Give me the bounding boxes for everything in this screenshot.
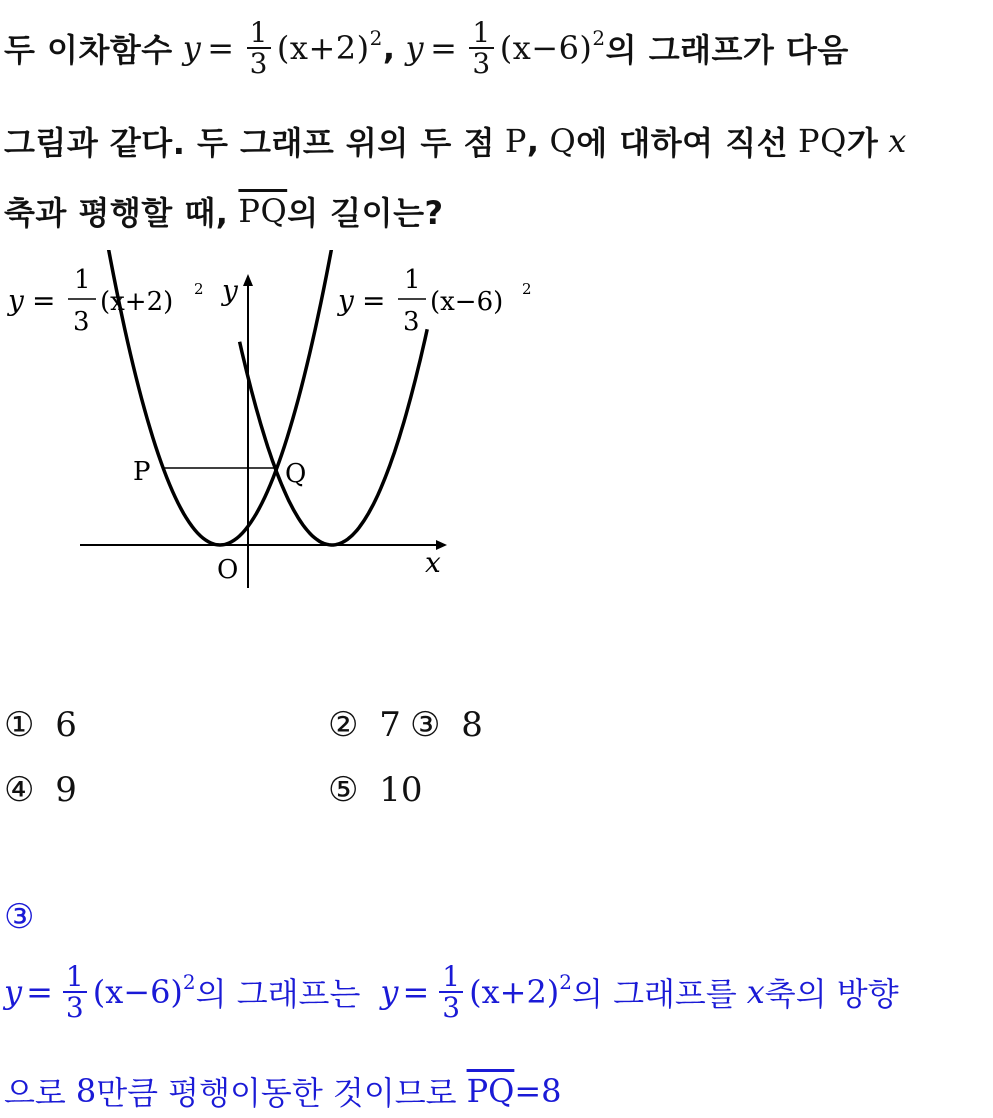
solution-text: 으로 [4, 1074, 66, 1112]
solution-text: 축의 방향 [764, 975, 899, 1014]
right-label-num: 1 [404, 265, 421, 295]
left-label-body: (x+2) [100, 287, 174, 317]
math-number: 8 [75, 1072, 97, 1110]
choice-1[interactable] [4, 705, 77, 745]
question-text: 두 이차함수 [4, 31, 173, 70]
choice-mark: ⑤ [328, 770, 359, 810]
segment-pq: $\overline{PQ}$ [466, 1072, 515, 1110]
choice-value: 8 [461, 705, 483, 745]
math-eq-result: =8 [514, 1072, 562, 1110]
segment-pq: $\overline{PQ}$ [238, 192, 288, 230]
point-p: P [133, 457, 151, 487]
solution-line-2 [4, 1068, 562, 1114]
math-y: y [182, 29, 202, 68]
answer-mark: ③ [4, 897, 35, 937]
choice-value: 9 [55, 770, 77, 810]
origin-label: O [217, 555, 239, 585]
solution-text: 의 그래프를 [572, 975, 737, 1014]
choice-mark: ① [4, 705, 35, 745]
choice-5[interactable] [328, 770, 423, 810]
choice-4[interactable] [4, 770, 77, 810]
math-expr-1: (x+2) [276, 29, 370, 68]
math-y: y [4, 973, 23, 1012]
axis-y-label: y [222, 274, 238, 307]
parabola-right [240, 329, 428, 545]
fraction: $\frac{1}{3}$ [63, 962, 87, 1023]
comma: , [382, 29, 396, 68]
math-eq: = [207, 29, 235, 68]
comma: , [526, 122, 540, 160]
point-q: Q [285, 459, 307, 489]
fraction: $\frac{1}{3}$ [469, 18, 493, 79]
left-label-eq: = [32, 284, 56, 317]
right-label-y: y [338, 284, 354, 317]
math-y: y [380, 973, 399, 1012]
left-label-den: 3 [73, 307, 90, 337]
exponent: 2 [369, 26, 383, 51]
question-line-1 [4, 18, 849, 79]
line-pq-label: PQ [798, 122, 847, 160]
choice-mark: ③ [410, 705, 441, 745]
choice-3[interactable] [410, 705, 483, 745]
question-text: 그림과 같다. 두 그래프 위의 두 점 [4, 124, 495, 162]
right-label-eq: = [362, 284, 386, 317]
math-eq: = [402, 973, 430, 1012]
right-label-body: (x−6) [430, 287, 504, 317]
math-expr: (x+2) [469, 973, 560, 1012]
math-eq: = [26, 973, 53, 1012]
question-line-3 [4, 188, 444, 234]
solution-text: 의 그래프는 [195, 975, 361, 1014]
parabola-graph [0, 250, 560, 600]
choice-mark: ④ [4, 770, 35, 810]
right-label-den: 3 [403, 307, 420, 337]
y-axis-arrow [243, 274, 253, 286]
solution-line-1 [4, 962, 899, 1023]
exponent: 2 [592, 26, 606, 51]
choice-value: 7 [379, 705, 401, 745]
right-label-sq: 2 [522, 280, 532, 298]
math-expr: (x−6) [92, 973, 183, 1012]
math-x: x [888, 122, 907, 160]
math-eq: = [430, 29, 458, 68]
math-x: x [746, 973, 765, 1012]
left-label-y: y [8, 284, 24, 317]
fraction: $\frac{1}{3}$ [247, 18, 271, 79]
choice-2[interactable] [328, 705, 401, 745]
math-y: y [405, 29, 425, 68]
left-label-num: 1 [74, 265, 91, 295]
choice-value: 10 [379, 770, 423, 810]
point-q-label: Q [549, 122, 577, 160]
question-text: 에 대하여 직선 [576, 124, 789, 162]
question-line-2 [4, 118, 907, 164]
axis-x-label: x [425, 546, 441, 579]
point-p-label: P [504, 122, 527, 160]
question-text: 가 [846, 124, 879, 162]
exponent: 2 [182, 970, 196, 995]
question-text: 의 그래프가 다음 [605, 31, 849, 70]
choice-mark: ② [328, 705, 359, 745]
question-text: 축과 평행할 때, [4, 194, 229, 232]
exponent: 2 [559, 970, 573, 995]
left-label-sq: 2 [194, 280, 204, 298]
fraction: $\frac{1}{3}$ [439, 962, 463, 1023]
solution-text: 만큼 평행이동한 것이므로 [96, 1074, 457, 1112]
math-expr-2: (x−6) [499, 29, 593, 68]
question-text: 의 길이는? [287, 194, 444, 232]
choice-value: 6 [55, 705, 77, 745]
